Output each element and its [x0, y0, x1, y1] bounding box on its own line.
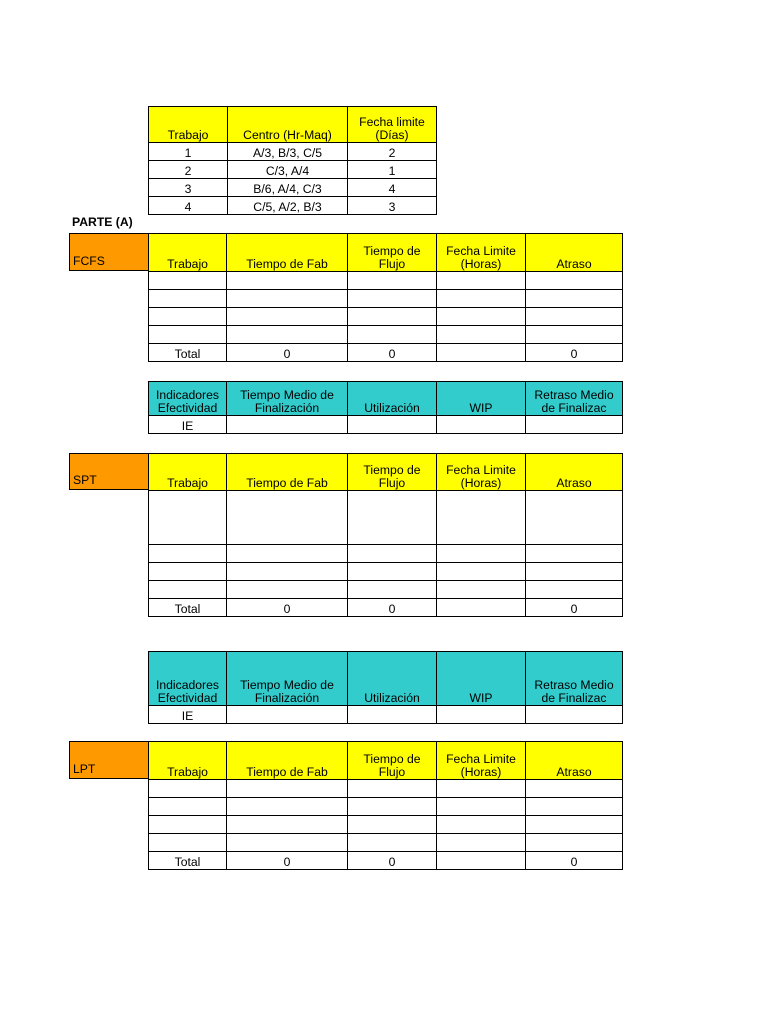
table-row	[149, 545, 623, 563]
cell[interactable]: 4	[348, 179, 437, 197]
total-fab[interactable]: 0	[227, 344, 348, 362]
header-trabajo: Trabajo	[149, 234, 227, 272]
cell[interactable]	[526, 816, 623, 834]
cell[interactable]	[526, 416, 623, 434]
cell[interactable]	[348, 816, 437, 834]
ie-label[interactable]: IE	[149, 416, 227, 434]
table-row	[149, 834, 623, 852]
cell[interactable]	[526, 834, 623, 852]
indicators-row	[149, 416, 623, 434]
cell[interactable]	[437, 798, 526, 816]
cell[interactable]: 1	[149, 143, 228, 161]
cell[interactable]	[149, 798, 227, 816]
cell[interactable]	[526, 290, 623, 308]
cell[interactable]	[348, 563, 437, 581]
ie-label[interactable]: IE	[149, 706, 227, 724]
total-flujo[interactable]: 0	[348, 599, 437, 617]
header-utilizacion: Utilización	[348, 652, 437, 706]
cell[interactable]: 4	[149, 197, 228, 215]
header-indicadores: Indicadores Efectividad	[149, 382, 227, 416]
cell[interactable]	[348, 798, 437, 816]
cell[interactable]	[227, 545, 348, 563]
cell[interactable]	[437, 834, 526, 852]
indicators-row	[149, 706, 623, 724]
total-row	[149, 599, 623, 617]
spt-header-row	[149, 454, 623, 491]
table-row	[149, 798, 623, 816]
cell[interactable]	[348, 272, 437, 290]
total-flujo[interactable]: 0	[348, 344, 437, 362]
table-row	[149, 816, 623, 834]
jobs-row	[149, 161, 437, 179]
cell[interactable]	[348, 491, 437, 545]
header-indicadores: Indicadores Efectividad	[149, 652, 227, 706]
jobs-row	[149, 143, 437, 161]
spt-indicators-table	[148, 651, 623, 724]
fcfs-table	[148, 233, 623, 362]
cell[interactable]: C/3, A/4	[228, 161, 348, 179]
header-tiempo-flujo: Tiempo de Flujo	[348, 454, 437, 491]
table-row	[149, 326, 623, 344]
cell[interactable]	[227, 834, 348, 852]
jobs-table	[148, 106, 437, 215]
cell[interactable]	[526, 491, 623, 545]
cell[interactable]	[348, 780, 437, 798]
cell[interactable]	[437, 852, 526, 870]
header-tiempo-fab: Tiempo de Fab	[227, 742, 348, 780]
header-wip: WIP	[437, 652, 526, 706]
fcfs-indicators-table	[148, 381, 623, 434]
cell[interactable]	[227, 326, 348, 344]
cell[interactable]	[437, 290, 526, 308]
total-atraso[interactable]: 0	[526, 344, 623, 362]
cell[interactable]: 3	[348, 197, 437, 215]
cell[interactable]	[437, 816, 526, 834]
cell[interactable]	[526, 563, 623, 581]
cell[interactable]: A/3, B/3, C/5	[228, 143, 348, 161]
jobs-header-fecha: Fecha limite (Días)	[348, 107, 437, 143]
cell[interactable]	[227, 581, 348, 599]
total-fab[interactable]: 0	[227, 599, 348, 617]
cell[interactable]	[227, 308, 348, 326]
cell[interactable]	[437, 272, 526, 290]
cell[interactable]	[348, 290, 437, 308]
cell[interactable]	[437, 308, 526, 326]
header-retraso-medio: Retraso Medio de Finalizac	[526, 652, 623, 706]
header-utilizacion: Utilización	[348, 382, 437, 416]
lpt-header-row	[149, 742, 623, 780]
cell[interactable]	[526, 581, 623, 599]
cell[interactable]	[149, 326, 227, 344]
header-atraso: Atraso	[526, 742, 623, 780]
indicators-header-row	[149, 652, 623, 706]
spt-table	[148, 453, 623, 617]
table-row	[149, 581, 623, 599]
total-flujo[interactable]: 0	[348, 852, 437, 870]
cell[interactable]	[149, 816, 227, 834]
table-row	[149, 491, 623, 545]
fcfs-header-row	[149, 234, 623, 272]
cell[interactable]	[526, 545, 623, 563]
lpt-label: LPT	[69, 741, 149, 779]
cell[interactable]: 3	[149, 179, 228, 197]
total-row	[149, 344, 623, 362]
header-trabajo: Trabajo	[149, 454, 227, 491]
header-tiempo-fab: Tiempo de Fab	[227, 234, 348, 272]
header-fecha-limite: Fecha Limite (Horas)	[437, 234, 526, 272]
total-fab[interactable]: 0	[227, 852, 348, 870]
header-atraso: Atraso	[526, 234, 623, 272]
header-trabajo: Trabajo	[149, 742, 227, 780]
cell[interactable]	[348, 706, 437, 724]
header-wip: WIP	[437, 382, 526, 416]
cell[interactable]	[526, 780, 623, 798]
table-row	[149, 563, 623, 581]
total-row	[149, 852, 623, 870]
cell[interactable]	[437, 416, 526, 434]
cell[interactable]	[526, 272, 623, 290]
cell[interactable]	[348, 834, 437, 852]
table-row	[149, 290, 623, 308]
table-row	[149, 272, 623, 290]
cell[interactable]	[437, 344, 526, 362]
cell[interactable]	[437, 599, 526, 617]
jobs-header-row	[149, 107, 437, 143]
cell[interactable]	[149, 563, 227, 581]
cell[interactable]	[227, 780, 348, 798]
cell[interactable]	[437, 491, 526, 545]
jobs-header-centro: Centro (Hr-Maq)	[228, 107, 348, 143]
cell[interactable]	[437, 326, 526, 344]
table-row	[149, 780, 623, 798]
fcfs-label: FCFS	[69, 233, 149, 271]
cell[interactable]	[348, 326, 437, 344]
cell[interactable]	[227, 290, 348, 308]
cell[interactable]	[227, 491, 348, 545]
cell[interactable]	[227, 798, 348, 816]
header-fecha-limite: Fecha Limite (Horas)	[437, 454, 526, 491]
total-atraso[interactable]: 0	[526, 852, 623, 870]
header-tiempo-flujo: Tiempo de Flujo	[348, 742, 437, 780]
cell[interactable]	[149, 545, 227, 563]
cell[interactable]	[149, 581, 227, 599]
total-label[interactable]: Total	[149, 344, 227, 362]
cell[interactable]	[348, 416, 437, 434]
cell[interactable]	[437, 780, 526, 798]
cell[interactable]	[526, 798, 623, 816]
cell[interactable]: C/5, A/2, B/3	[228, 197, 348, 215]
indicators-header-row	[149, 382, 623, 416]
cell[interactable]	[227, 563, 348, 581]
header-tiempo-medio: Tiempo Medio de Finalización	[227, 652, 348, 706]
cell[interactable]	[149, 290, 227, 308]
cell[interactable]	[149, 308, 227, 326]
header-retraso-medio: Retraso Medio de Finalizac	[526, 382, 623, 416]
table-row	[149, 308, 623, 326]
cell[interactable]	[227, 706, 348, 724]
cell[interactable]	[149, 491, 227, 545]
cell[interactable]	[437, 545, 526, 563]
cell[interactable]	[149, 272, 227, 290]
cell[interactable]	[526, 706, 623, 724]
cell[interactable]	[227, 416, 348, 434]
total-label[interactable]: Total	[149, 599, 227, 617]
part-title: PARTE (A)	[72, 215, 133, 229]
cell[interactable]	[437, 581, 526, 599]
cell[interactable]	[227, 272, 348, 290]
lpt-table	[148, 741, 623, 870]
cell[interactable]	[348, 545, 437, 563]
jobs-row	[149, 179, 437, 197]
spt-label: SPT	[69, 453, 149, 490]
header-atraso: Atraso	[526, 454, 623, 491]
cell[interactable]	[348, 308, 437, 326]
cell[interactable]	[227, 816, 348, 834]
header-tiempo-medio: Tiempo Medio de Finalización	[227, 382, 348, 416]
jobs-header-trabajo: Trabajo	[149, 107, 228, 143]
jobs-row	[149, 197, 437, 215]
cell[interactable]	[437, 706, 526, 724]
cell[interactable]: 2	[348, 143, 437, 161]
cell[interactable]	[526, 326, 623, 344]
cell[interactable]: 2	[149, 161, 228, 179]
header-fecha-limite: Fecha Limite (Horas)	[437, 742, 526, 780]
total-atraso[interactable]: 0	[526, 599, 623, 617]
cell[interactable]: 1	[348, 161, 437, 179]
cell[interactable]	[149, 834, 227, 852]
cell[interactable]	[348, 581, 437, 599]
cell[interactable]	[526, 308, 623, 326]
total-label[interactable]: Total	[149, 852, 227, 870]
cell[interactable]: B/6, A/4, C/3	[228, 179, 348, 197]
header-tiempo-flujo: Tiempo de Flujo	[348, 234, 437, 272]
cell[interactable]	[149, 780, 227, 798]
header-tiempo-fab: Tiempo de Fab	[227, 454, 348, 491]
cell[interactable]	[437, 563, 526, 581]
